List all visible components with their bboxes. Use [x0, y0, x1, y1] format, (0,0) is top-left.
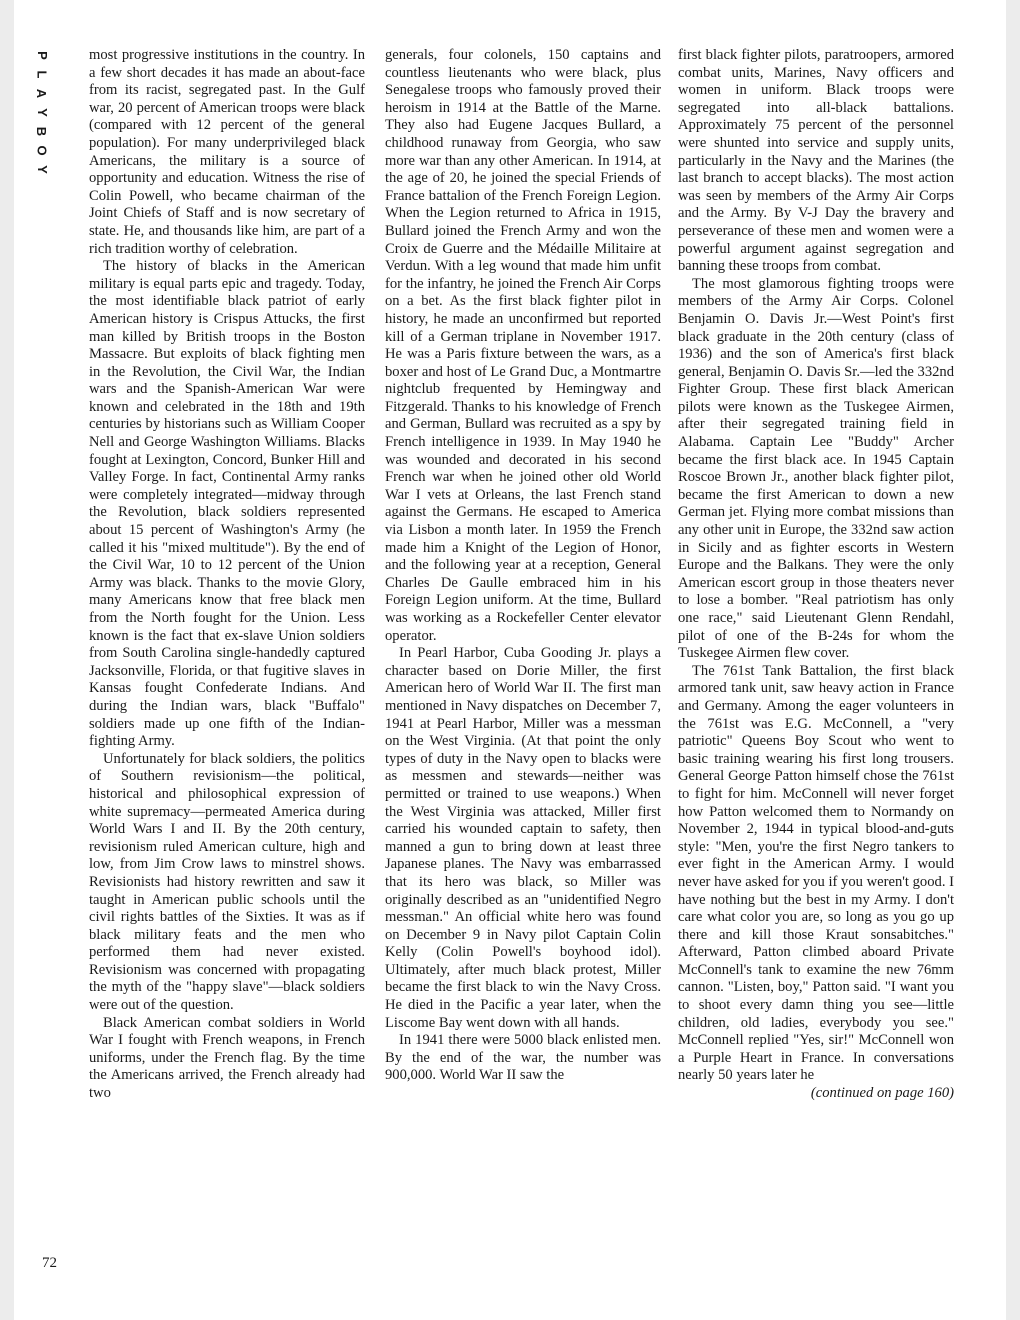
magazine-letter: A [34, 88, 50, 99]
page-edge-left [0, 0, 14, 1320]
paragraph: Black American combat soldiers in World War I fought with French weapons, in French uniforms, under the French flag. By the time the Americans arrived, the French already had two [89, 1014, 365, 1102]
continued-note: (continued on page 160) [810, 1085, 954, 1102]
article-column-3 [678, 47, 954, 1103]
magazine-letter: Y [34, 108, 50, 117]
page-number: 72 [42, 1255, 57, 1271]
paragraph: generals, four colonels, 150 captains and countless lieutenants who were black, plus Senegalese troops who famously proved their heroism in 1914 at the Battle of the Marne. They also had Eugene Jacques Bullard, a childhood runaway from Georgia, who saw more war than any other American. In 1914, at the age of 20, he joined the special Friends of France battalion of the French Foreign Legion. When the Legion returned to Africa in 1915, Bullard joined the French Army and won the Croix de Guerre and the Médaille Militaire at Verdun. With a leg wound that made him unfit for the infantry, he joined the French Air Corps on a bet. As the first black fighter pilot in history, he made an unconfirmed but reported kill of a German triplane in November 1917. He was a Paris fixture between the wars, as a boxer and host of Le Grand Duc, a Montmartre nightclub frequented by Hemingway and Fitzgerald. Thanks to his knowledge of French and German, Bullard was recruited as a spy by French intelligence in 1939. In May 1940 he was wounded and decorated in his second French war when he joined other old World War I vets at Orleans, the last French stand against the Germans. He escaped to America via Lisbon a month later. In 1959 the French made him a Knight of the Legion of Honor, and the following year at a reception, General Charles De Gaulle embraced him in his Foreign Legion uniform. At the time, Bullard was working as a Rockefeller Center elevator operator. [385, 47, 661, 644]
paragraph: The most glamorous fighting troops were members of the Army Air Corps. Colonel Benjamin O. Davis Jr.—West Point's first black graduate in the 20th century (class of 1936) and the son of America's first black general, Benjamin O. Davis Sr.—led the 332nd Fighter Group. These first black American pilots were known as the Tuskegee Airmen, after their segregated training field in Alabama. Captain Lee "Buddy" Archer became the first black ace. In 1945 Captain Roscoe Brown Jr., another black fighter pilot, became the first American to down a new German jet. Flying more combat missions than any other unit in Europe, the 332nd saw action in Sicily and as fighter escorts in Western Europe and the Balkans. They were the only American escort group in those theaters never to lose a bomber. "Real patriotism has only one race," said Lieutenant Glenn Rendahl, pilot of one of the B-24s for whom the Tuskegee Airmen flew cover. [678, 275, 955, 662]
paragraph: The 761st Tank Battalion, the first black armored tank unit, saw heavy action in France and Germany. Among the eager volunteers in the 761st was E.G. McConnell, a "very patriotic" Queens Boy Scout who went to basic training wearing his first long trousers. General George Patton himself chose the 761st to fight for him. McConnell will never forget how Patton welcomed them to Normandy on November 2, 1944 in typical blood-and-guts style: "Men, you're the first Negro tankers to ever fight in the American Army. I would never have asked for you if you weren't good. I have nothing but the best in my Army. I don't care what color you are, so long as you go up there and kill those Kraut sonsabitches." Afterward, Patton climbed aboard Private McConnell's tank to examine the new 76mm cannon. "Listen, boy," Patton said. "I want you to shoot every damn thing you see—little children, old ladies, everybody you see." McConnell replied "Yes, sir!" McConnell won a Purple Heart in France. In conversations nearly 50 years later he [678, 662, 954, 1084]
paragraph: In 1941 there were 5000 black enlisted men. By the end of the war, the number was 900,000. World War II saw the [385, 1032, 661, 1084]
magazine-letter: O [34, 145, 50, 156]
magazine-name [30, 46, 54, 179]
magazine-letter: P [34, 51, 50, 60]
magazine-letter: Y [34, 165, 50, 174]
paragraph: first black fighter pilots, paratroopers, armored combat units, Marines, Navy officers and women in uniform. Black troops were segregated into all-black battalions. Approximately 75 percent of the personnel were shunted into service and supply units, particularly in the Navy and the Marines (the last branch to accept blacks). The most action was seen by members of the Army Air Corps and the Army. By V-J Day the bravery and perseverance of these men and women were a powerful argument against segregation and banning these troops from combat. [678, 47, 954, 275]
paragraph: The history of blacks in the American military is equal parts epic and tragedy. Today, the most identifiable black patriot of early American history is Crispus Attucks, the first man killed by British troops in the Boston Massacre. But exploits of black fighting men in the Revolution, the Civil War, the Indian wars and the Spanish-American War were known and celebrated in the 18th and 19th centuries by historians such as William Cooper Nell and George Washington Williams. Blacks fought at Lexington, Concord, Bunker Hill and Valley Forge. In fact, Continental Army ranks were completely integrated—midway through the Revolution, black soldiers represented about 15 percent of Washington's Army (he called it his "mixed multitude"). By the end of the Civil War, 10 to 12 percent of the Union Army was black. Thanks to the movie Glory, many Americans know that free black men from the North fought for the Union. Less known is the fact that ex-slave Union soldiers from South Carolina single-handedly captured Jacksonville, Florida, or that fugitive slaves in Kansas fought Confederate Indians. And during the Indian wars, black "Buffalo" soldiers made up one fifth of the Indian-fighting Army. [89, 258, 365, 750]
magazine-letter: L [34, 70, 50, 79]
article-column-1 [89, 47, 365, 1103]
page-edge-right [1006, 0, 1020, 1320]
paragraph: most progressive institutions in the country. In a few short decades it has made an about-face from its racist, segregated past. In the Gulf war, 20 percent of American troops were black (compared with 12 percent of the general population). For many underprivileged black Americans, the military is a source of opportunity and education. Witness the rise of Colin Powell, who became chairman of the Joint Chiefs of Staff and is now secretary of state. He, and thousands like him, are part of a rich tradition worthy of celebration. [89, 47, 365, 257]
article-column-2 [385, 47, 661, 1085]
paragraph: In Pearl Harbor, Cuba Gooding Jr. plays a character based on Dorie Miller, the first American hero of World War II. The first man mentioned in Navy dispatches on December 7, 1941 at Pearl Harbor, Miller was a messman on the West Virginia. (At that point the only types of duty in the Navy open to blacks were as messmen and stewards—neither was permitted or trained to use weapons.) When the West Virginia was attacked, Miller first carried his wounded captain to safety, then manned a gun to bring down at least three Japanese planes. The Navy was embarrassed that its hero was black, so Miller was originally described as an "unidentified Negro messman." An official white hero was found on December 9 in Navy pilot Captain Colin Kelly (Colin Powell's boyhood idol). Ultimately, after much black protest, Miller became the first black to win the Navy Cross. He died in the Pacific a year later, when the Liscome Bay went down with all hands. [385, 645, 661, 1031]
paragraph: Unfortunately for black soldiers, the politics of Southern revisionism—the political, historical and philosophical expression of white supremacy—permeated America during World Wars I and II. By the 20th century, revisionism ruled American culture, high and low, from Jim Crow laws to minstrel shows. Revisionists had history rewritten and saw it taught in American public schools until the civil rights battles of the Sixties. It was as if black military feats and the men who performed them had never existed. Revisionism was concerned with propagating the myth of the "happy slave"—black soldiers were out of the question. [89, 750, 365, 1014]
magazine-letter: B [34, 126, 50, 137]
